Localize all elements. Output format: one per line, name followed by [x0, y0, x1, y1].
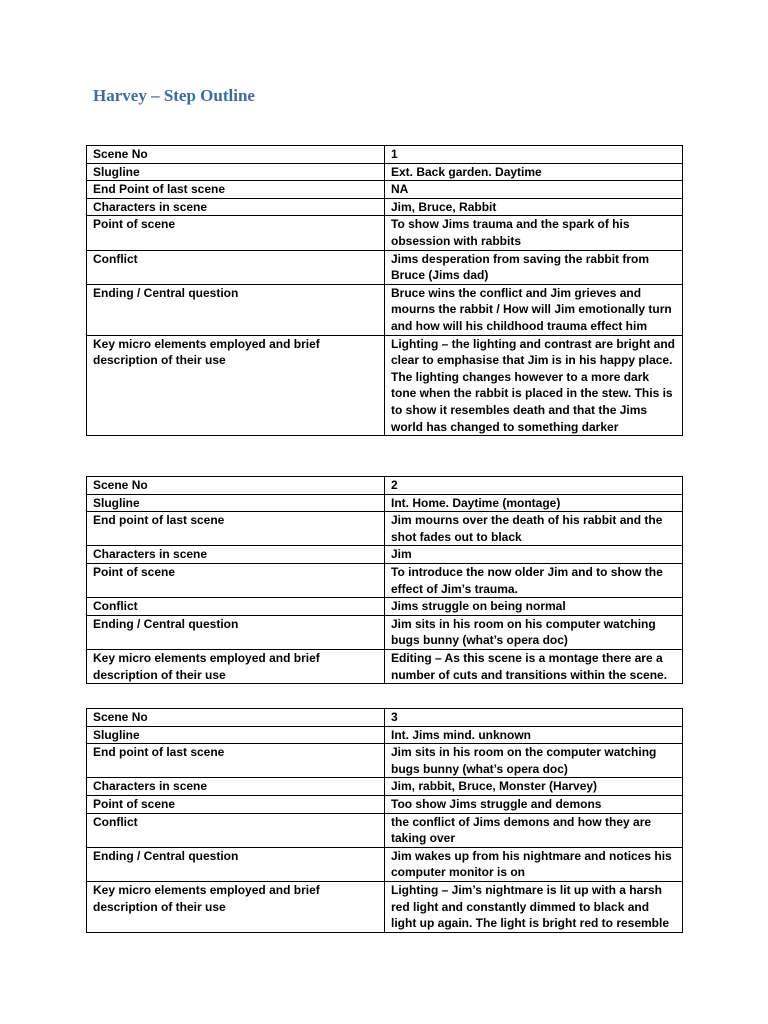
slugline-value: Ext. Back garden. Daytime — [385, 163, 683, 181]
slugline-label: Slugline — [87, 163, 385, 181]
row-characters — [87, 778, 683, 796]
end-point-label: End Point of last scene — [87, 181, 385, 199]
micro-label: Key micro elements employed and brief description of their use — [87, 335, 385, 436]
slugline-value: Int. Jims mind. unknown — [385, 726, 683, 744]
slugline-value: Int. Home. Daytime (montage) — [385, 494, 683, 512]
slugline-label: Slugline — [87, 726, 385, 744]
conflict-label: Conflict — [87, 598, 385, 616]
row-end-point — [87, 744, 683, 778]
micro-value: Lighting – Jim’s nightmare is lit up with a harsh red light and constantly dimmed to black and light up again. The light is bright red to resemble — [385, 881, 683, 932]
characters-value: Jim, rabbit, Bruce, Monster (Harvey) — [385, 778, 683, 796]
micro-value: Lighting – the lighting and contrast are bright and clear to emphasise that Jim is in his happy place. The lighting changes however to a more dark tone when the rabbit is placed in the stew. This is to show it resembles death and that the Jims world has changed to something darker — [385, 335, 683, 436]
row-scene-no — [87, 146, 683, 164]
row-ending — [87, 284, 683, 335]
row-characters — [87, 198, 683, 216]
conflict-value: Jims struggle on being normal — [385, 598, 683, 616]
row-conflict — [87, 813, 683, 847]
row-conflict — [87, 598, 683, 616]
row-point — [87, 795, 683, 813]
scene-no-value: 1 — [385, 146, 683, 164]
ending-value: Jim wakes up from his nightmare and notices his computer monitor is on — [385, 847, 683, 881]
conflict-label: Conflict — [87, 250, 385, 284]
end-point-label: End point of last scene — [87, 512, 385, 546]
scene-table-3 — [86, 708, 683, 933]
ending-value: Bruce wins the conflict and Jim grieves and mourns the rabbit / How will Jim emotionally turn and how will his childhood trauma effect him — [385, 284, 683, 335]
characters-value: Jim, Bruce, Rabbit — [385, 198, 683, 216]
scene-no-label: Scene No — [87, 146, 385, 164]
micro-label: Key micro elements employed and brief description of their use — [87, 881, 385, 932]
point-label: Point of scene — [87, 563, 385, 597]
row-ending — [87, 847, 683, 881]
row-point — [87, 216, 683, 250]
characters-label: Characters in scene — [87, 546, 385, 564]
ending-label: Ending / Central question — [87, 847, 385, 881]
row-characters — [87, 546, 683, 564]
row-point — [87, 563, 683, 597]
row-conflict — [87, 250, 683, 284]
row-scene-no — [87, 709, 683, 727]
point-label: Point of scene — [87, 216, 385, 250]
scene-no-value: 3 — [385, 709, 683, 727]
characters-label: Characters in scene — [87, 198, 385, 216]
row-slugline — [87, 726, 683, 744]
point-label: Point of scene — [87, 795, 385, 813]
scene-table-1 — [86, 145, 683, 436]
row-micro — [87, 649, 683, 683]
point-value: Too show Jims struggle and demons — [385, 795, 683, 813]
point-value: To introduce the now older Jim and to show the effect of Jim’s trauma. — [385, 563, 683, 597]
slugline-label: Slugline — [87, 494, 385, 512]
row-micro — [87, 335, 683, 436]
ending-label: Ending / Central question — [87, 615, 385, 649]
row-end-point — [87, 512, 683, 546]
scene-no-label: Scene No — [87, 709, 385, 727]
row-end-point — [87, 181, 683, 199]
ending-label: Ending / Central question — [87, 284, 385, 335]
scene-table-2 — [86, 476, 683, 684]
row-slugline — [87, 494, 683, 512]
end-point-label: End point of last scene — [87, 744, 385, 778]
characters-value: Jim — [385, 546, 683, 564]
page-title: Harvey – Step Outline — [93, 86, 255, 105]
conflict-value: the conflict of Jims demons and how they are taking over — [385, 813, 683, 847]
characters-label: Characters in scene — [87, 778, 385, 796]
row-micro — [87, 881, 683, 932]
row-slugline — [87, 163, 683, 181]
end-point-value: NA — [385, 181, 683, 199]
row-ending — [87, 615, 683, 649]
row-scene-no — [87, 477, 683, 495]
conflict-label: Conflict — [87, 813, 385, 847]
end-point-value: Jim mourns over the death of his rabbit and the shot fades out to black — [385, 512, 683, 546]
end-point-value: Jim sits in his room on the computer watching bugs bunny (what’s opera doc) — [385, 744, 683, 778]
conflict-value: Jims desperation from saving the rabbit from Bruce (Jims dad) — [385, 250, 683, 284]
micro-label: Key micro elements employed and brief description of their use — [87, 649, 385, 683]
scene-no-label: Scene No — [87, 477, 385, 495]
micro-value: Editing – As this scene is a montage there are a number of cuts and transitions within the scene. — [385, 649, 683, 683]
point-value: To show Jims trauma and the spark of his obsession with rabbits — [385, 216, 683, 250]
ending-value: Jim sits in his room on his computer watching bugs bunny (what’s opera doc) — [385, 615, 683, 649]
scene-no-value: 2 — [385, 477, 683, 495]
